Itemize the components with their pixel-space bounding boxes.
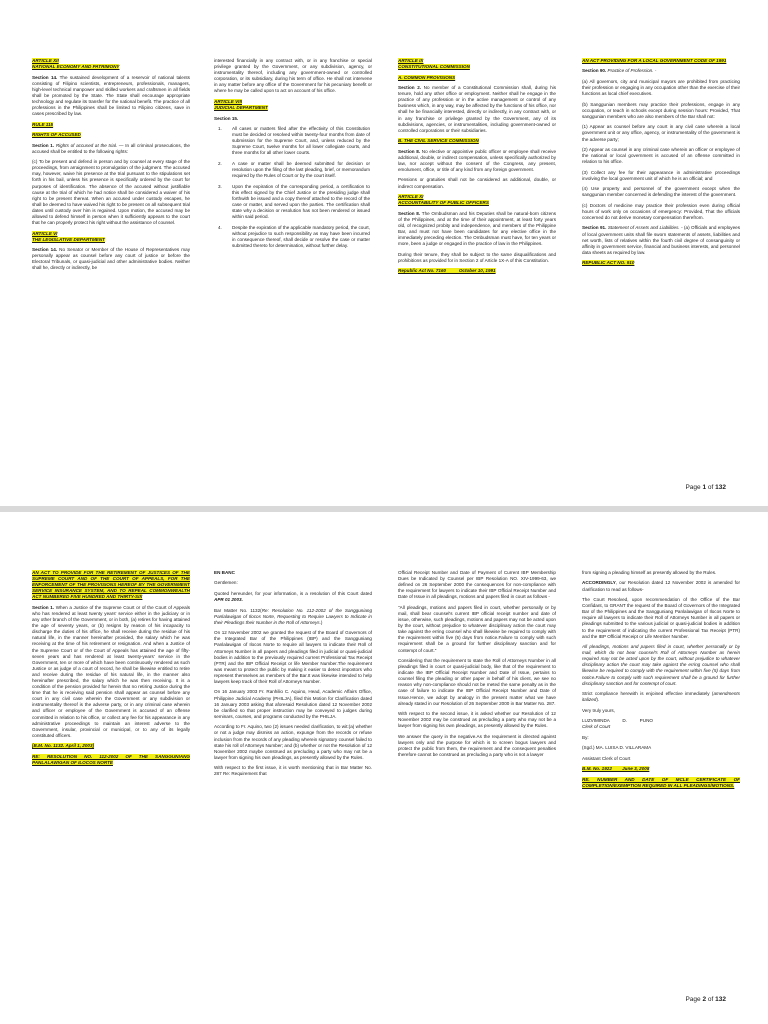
paragraph: (c) To be present and defend in person and by counsel at every stage of the proceedings, from arraignment to promulgation of the judgment. The accused may, however, waive his presence at the trial pursuant to the stipulations set forth in his bail, unless his presence is specifically ordered by the court for purposes of identification. The absence of the accused without justifiable cause at the trial of which he had notice shall be considered a waiver of his right to be present thereat. When an accused under custody escapes, he shall be deemed to have waived his right to be present on all subsequent trial dates until custody over him is regained. Upon motion, the accused may be allowed to defend himself in person when it sufficiently appears to the court that he can properly protect his right without the assistance of counsel. — [32, 159, 190, 226]
paragraph: (3) Collect any fee for their appearance in administrative proceedings involving the local government unit of which he is an official; and — [582, 169, 740, 181]
heading-common-provisions: A. COMMON PROVISIONS — [398, 74, 456, 80]
paragraph — [582, 68, 740, 74]
page-of: of — [706, 996, 716, 1003]
heading-republic-act-910: REPUBLIC ACT NO. 910 — [582, 260, 635, 266]
section-text: The Ombudsman and his Deputies shall be natural-born citizens of the Philippines, and at the time of their appointment, at least forty years old, of recognized probity and independence, and members of the Philippine Bar, and must not have been candidates for any elective office in the immediately preceding election. The Ombudsman must have, for ten years or more, been a judge or engaged in the practice of law in the Philippines. — [398, 210, 556, 247]
paragraph: Official Receipt Number and Date of Payment of Current IBP Membership Dues be Indicated by Counsel per IBP Resolution NO. XIV-1999-63, we defined on 26 September 2000 the consequences for non-compliance with the requirement for lawyers to indicate their IBP Official Receipt Number and Date of Issue in all pleadings, motions and papers filed in court as follows - — [398, 570, 556, 600]
paragraph: With respect to the second issue, it is asked whether our Resolution of 12 November 2002 may be construed as precluding a party who may not be a lawyer from signing his own pleadings, as presently allowed by the Rules. — [398, 711, 556, 729]
paragraph: Pensions or gratuities shall not be considered as additional, double, or indirect compensation. — [398, 177, 556, 189]
page2-column-1 — [32, 570, 190, 990]
paragraph: On 16 January 2003 Fr. Ranhilio C. Aquino, Head, Academic Affairs Office, Philippine Judicial Academy (PHILJA), filed this Motion for Clarification dated 16 January 2003 asking that aforesaid Resolution dated 12 November 2002 be clarified so that proper instruction may be conveyed to judges during seminars, courses, and programs conducted by the PHILJA. — [214, 689, 372, 719]
page-current: 1 — [702, 484, 707, 491]
paragraph: We answer the query in the negative.As the requirement is directed against lawyers only and the purpose for which is to screen bogus lawyers and protect the public from them, the requirement and the consequent penalties therefore cannot be construed as precluding a party who is not a lawyer — [398, 733, 556, 758]
paragraph: With respect to the first issue, it is worth mentioning that in Bar Matter No. 287 Re: Requirement that — [214, 765, 372, 777]
paragraph: During their tenure, they shall be subject to the same disqualifications and prohibitions as provided for in Section 2 of Article 1X-A of this Constitution. — [398, 251, 556, 263]
item-number: 1. — [218, 126, 222, 132]
heading-rights-of-accused: RIGHTS OF ACCUSED — [32, 132, 81, 138]
section-italic: Rights of accused at the trial. — [55, 142, 118, 148]
page1-column-4 — [582, 58, 740, 478]
paragraph: interested financially in any contract with, or in any franchise or special privilege granted by the Government, or any subdivision, agency, or instrumentality thereof, including any government-owned or controlled corporation, or its subsidiary, during his term of office. He shall not intervene in any matter before any office of the Government for his pecuniary benefit or where he may be called upon to act on account of his office. — [214, 58, 372, 94]
section-text: When a Justice of the Supreme Court or of the Court of Appeals who has rendered at least twenty years' service either in the judiciary or in any other branch of the Government, or in both, (a) retires for having attained the age of seventy years, or (b) resigns by reason of his incapacity to discharge the duties of his office, he shall receive during the residue of his natural life, in the manner hereinafter provided, the salary which he was receiving at the time of his retirement or resignation. And when a Justice of the Supreme Court or of the Court of Appeals has attained the age of fifty-seven years and has rendered at least twenty-years' service in the Government, ten or more of which have been continuously rendered as such Justice or as judge of a court of record, he shall be likewise entitled to retire and receive during the residue of his natural life, in the manner also hereinafter prescribed, the salary which he was then receiving. It is a condition of the pension provided for herein that no retiring Justice during the time that he is receiving said pension shall appear as counsel before any court in any civil case wherein the Government or any subdivision or instrumentality thereof is the adverse party, or in any criminal case wherein and officer or employee of the Government is accused of an offense committed in relation to his office, or collect any fee for his appearance in any administrative proceedings to maintain an interest adverse to the Government, insular, provincial or municipal, or to any of its legally constituted officers. — [32, 604, 190, 738]
item-text: Upon the expiration of the corresponding period, a certification to this effect signed by the Chief Justice or the presiding judge shall forthwith be issued and a copy thereof attached to the record of the case or matter, and served upon the parties. The certification shall state why a decision or resolution has not been rendered or issued within said period. — [232, 183, 370, 220]
page-label: Page — [685, 996, 703, 1003]
heading-article-viii: ARTICLE VIII — [214, 98, 242, 104]
section-text: - (a) Officials and employees of local government units shall file sworn statements of assets, liabilities and net worth, lists of relatives within the fourth civil degree of consanguinity or affinity in government service, financial and business interests, and personnel data sheets as required by law. — [582, 225, 740, 255]
heading-legislative-department: THE LEGISLATIVE DEPARTMENT — [32, 236, 105, 242]
text-span: Strict compliance herewith is enjoined effective immediately ( — [582, 691, 714, 697]
section-label: Section 91. — [582, 225, 607, 231]
text-span: Quoted hereunder, for your information, is a resolution of this Court dated — [214, 590, 372, 596]
section-text: No member of a Constitutional Commission shall, during his tenure, hold any other office or employment. Neither shall he engage in the practice of any profession or in the active management or control of any business which, in any way, may be affected by the functions of his office, nor shall he be financially interested, directly or indirectly, in any contract with, or in any franchise or privilege granted by the Government, any of its subdivisions, agencies, or instrumentalities, including government-owned or controlled corporations or their subsidiaries. — [398, 85, 556, 133]
page2-column-3 — [398, 570, 556, 990]
section-text: — In all criminal prosecutions, the accused shall be entitled to the following rights: — [32, 142, 190, 154]
text-span: .) — [319, 619, 323, 625]
page-label: Page — [685, 484, 703, 491]
paragraph — [398, 211, 556, 248]
heading-mcle-certificate: RE. NUMBER AND DATE OF MCLE CERTIFICATE OF COMPLETION/EXEMPTION REQUIRED IN ALL PLEADINGS/MOTIONS. — [582, 776, 740, 788]
paragraph: According to Fr. Aquino, two (2) issues needed clarification, to wit:(a) whether or not a judge may dismiss an action, expunge from the records or refuse inclusion from the records of any pleading wherein signatory counsel failed to state his roll of Attorneys Number; and (b) whether or not the Resolution of 12 November 2002 maybe construed as precluding a party who may not be a lawyer from signing his own pleadings, as presently allowed by the Rules. — [214, 724, 372, 760]
heading-article-xi: ARTICLE XI — [398, 194, 424, 200]
page1-column-3 — [398, 58, 556, 478]
signatory-name: LUZVIMINDA D. PUNO — [582, 718, 653, 724]
paragraph — [32, 605, 190, 739]
signatory-title: Clerk of Court — [582, 724, 611, 730]
paragraph — [398, 149, 556, 173]
document-page-2 — [0, 512, 768, 1024]
item-text: A case or matter shall be deemed submitted for decision or resolution upon the filing of the last pleading, brief, or memorandum required by the Rules of Court or by the court itself. — [232, 160, 370, 179]
paragraph: (2) Appear as counsel in any criminal case wherein an officer or employee of the national or local government is accused of an offense committed in relation to his office. — [582, 146, 740, 165]
heading-rule-115: RULE 115 — [32, 121, 54, 127]
text-span: ). — [596, 697, 600, 703]
page-total: 132 — [715, 484, 726, 491]
paragraph — [582, 580, 740, 592]
paragraph: By: — [582, 734, 589, 740]
section-label: Section 8. — [398, 148, 421, 154]
page-number — [685, 996, 726, 1003]
heading-article-xii: ARTICLE XII — [32, 58, 59, 63]
paragraph: "All pleadings, motions and papers filed in court, whether personally or by mail, shall bear counsel's current IBP official receipt number and date of issue, otherwise, such pleadings, motions and papers may not be acted upon by the court, without prejudice to whatever disciplinary action the court may take against the erring counsel who shall likewise be required to comply with the requirement within five (5) days from notice.Failure to comply with such requirement shall be a ground for further disciplinary sanction and for contempt of court." — [398, 604, 556, 653]
paragraph: from signing a pleading himself as presently allowed by the Rules. — [582, 570, 717, 575]
section-label: Section 2. — [398, 85, 422, 91]
paragraph — [32, 247, 190, 271]
section-text: No Senator or Member of the House of Representatives may personally appear as counsel before any court of justice or before the Electoral Tribunals, or quasi-judicial and other administrative bodies. Neither shall he, directly or indirectly, be — [32, 247, 190, 271]
item-text: Despite the expiration of the applicable mandatory period, the court, without prejudice to such responsibility as may have been incurred in consequence thereof, shall decide or resolve the case or matter submitted thereto for determination, without further delay. — [232, 224, 370, 248]
paragraph — [582, 225, 740, 255]
paragraph: All pleadings, motions and papers filed in court, whether personally or by mail, which do not bear counsel's Roll of Attorneys Number as herein required may not be acted upon by the court, without prejudice to whatever disciplinary action the court may take against the erring counsel who shall likewise be required to comply with the requirement within five (5) days from notice.Failure to comply with such requirement shall be a ground for further disciplinary sanction and for contempt of court. — [582, 644, 740, 686]
section-text: The sustained development of a reservoir of national talents consisting of Filipino scientists, entrepreneurs, professionals, managers, high-level technical manpower and skilled workers and craftsmen in all fields shall be promoted by the State. The State shall encourage appropriate technology and regulate its transfer for the national benefit. The practice of all professions in the Philippines shall be limited to Filipino citizens, save in cases prescribed by law. — [32, 74, 190, 117]
page1-column-2 — [214, 58, 372, 478]
heading-republic-act-7160: Republic Act No. 7160 October 10, 1991 — [398, 268, 496, 274]
heading-constitutional-commission: CONSTITUTIONAL COMMISSION — [398, 64, 470, 70]
page-number — [685, 484, 726, 491]
section-italic: Practice of Profession. - — [607, 68, 657, 74]
page-of: of — [706, 484, 716, 491]
section-label: Section 14. — [32, 247, 58, 253]
section-label: Section 1. — [32, 604, 55, 610]
section-text: No elective or appointive public officer or employee shall receive additional, double, or indirect compensation, unless specifically authorized by law, nor accept without the consent of the Congress, any present, emolument, office, or title of any kind from any foreign government. — [398, 148, 556, 172]
paragraph: Assistant Clerk of Court — [582, 755, 631, 761]
numbered-item — [214, 184, 372, 221]
item-number: 3. — [218, 183, 222, 189]
paragraph — [398, 85, 556, 134]
heading-bm-1132: [B.M. No. 1132. April 1, 2003] — [32, 743, 95, 749]
heading-article-ix: ARTICLE IX — [398, 58, 424, 63]
section-italic: Statement of Assets and Liabilities. — [607, 225, 680, 231]
resolution-date: APR 01 2003. — [214, 597, 243, 603]
paragraph: On 12 November 2002 we granted the request of the Board of Governors of the Integrated Bar of the Philippines (IBP) and the Sangguniang Panlalawigan of Ilocos Norte to require all lawyers to indicate their Roll of Attorneys Number in all papers and pleadings filed in judicial or quasi-judicial bodies in addition to the previously required current Professional Tax Receipt (PTR) and the IBP Official Receipt or life Member Number.The requirement was meant to protect the public by making it easier to detect impostors who represent themselves as members of the Bar.It was likewise intended to help lawyers keep track of their Roll of Attorneys Number. — [214, 630, 372, 684]
paragraph: (1) Appear as counsel before any court in any civil case wherein a local government unit or any office, agency, or instrumentality of the government is the adverse party; — [582, 124, 740, 142]
text-span: Bar Matter No. 1132( — [214, 607, 262, 613]
heading-local-government-code: AN ACT PROVIDING FOR A LOCAL GOVERNMENT CODE OF 1991 — [582, 58, 727, 63]
text-span: , our Resolution dated 12 November 2002 is amended for clarification to read as follows- — [582, 580, 740, 592]
paragraph — [32, 143, 190, 155]
page1-column-1 — [32, 58, 190, 478]
section-label: Section 1. — [32, 142, 55, 148]
heading-national-economy: NATIONAL ECONOMY AND PATRIMONY — [32, 64, 120, 70]
heading-accountability: ACCOUNTABILITY OF PUBLIC OFFICERS — [398, 200, 489, 206]
text-italic: Re: Resolution No. 112-2002 of the Sangguniang Panlalawigan of Ilocos Norte, Requesting to Require Lawyers to Indicate in their Pleadings their Number in the Roll of Attorneys — [214, 607, 372, 625]
paragraph — [32, 75, 190, 118]
paragraph: Gentlemen: — [214, 580, 238, 586]
page-current: 2 — [702, 996, 707, 1003]
paragraph: Considering that the requirement to state the Roll of Attorneys Number in all pleadings filed in court or quasi-judicial body, like that of the requirement to indicate the IBP Official Receipt Number and Date of Issue, pertains to counsel filing the pleading or other paper in behalf of his client, we see no reason why non-compliance should not be meted the same penalty as in the case of failure to indicate the IBP Official Receipt Number and Date of Issue.Hence, we adopt by analogy in the present matter what we have already stated in our Resolution of 26 September 2000 in Bar Matter No. 287. — [398, 658, 556, 706]
numbered-item — [214, 126, 372, 156]
heading-bm-1922: B.M. No. 1922 June 3, 2008 — [582, 766, 650, 772]
paragraph — [582, 691, 740, 703]
item-number: 4. — [218, 224, 222, 230]
section-label: Section 90. — [582, 68, 607, 74]
page2-column-2 — [214, 570, 372, 990]
section-label: Section 14. — [32, 74, 58, 80]
heading-civil-service: B. THE CIVIL SERVICE COMMISSION — [398, 138, 479, 144]
paragraph: (b) Sanggunian members may practice their professions, engage in any occupation, or teach in schools except during session hours: Provided, That sanggunian members who are also members of the Bar shall not: — [582, 101, 740, 119]
heading-block — [32, 58, 190, 70]
page2-column-4 — [582, 570, 740, 990]
item-number: 2. — [218, 160, 222, 166]
heading-retirement-act: AN ACT TO PROVIDE FOR THE RETIREMENT OF JUSTICES OF THE SUPREME COURT AND OF THE COURT OF APPEALS, FOR THE ENFORCEMENT OF THE PROVISIONS HEREOF BY THE GOVERNMENT SERVICE INSURANCE SYSTEM, AND TO REPEAL COMMONWEALTH ACT NUMBERED FIVE HUNDRED AND THIRTY-SIX — [32, 570, 190, 600]
heading-article-vi: ARTICLE VI — [32, 230, 58, 236]
heading-resolution-112-2002: RE: RESOLUTION NO. 112-2002 OF THE SANGGUNIANG PANLALAWIGAN OF ILOCOS NORTE — [32, 753, 190, 765]
numbered-item — [214, 225, 372, 249]
paragraph — [214, 608, 372, 626]
paragraph: (Sgd.) MA. LUISA D. VILLARAMA — [582, 745, 652, 751]
page-total: 132 — [715, 996, 726, 1003]
section-15-label: Section 15. — [214, 115, 239, 121]
paragraph: (a) All governors, city and municipal mayors are prohibited from practicing their profession or engaging in any occupation other than the exercise of their functions as local chief executives. — [582, 78, 740, 97]
heading-judicial-department: JUDICIAL DEPARTMENT — [214, 105, 268, 111]
text-italic: amendments italized — [582, 691, 740, 703]
paragraph: Very truly yours, — [582, 707, 615, 713]
accordingly-label: ACCORDINGLY — [582, 580, 616, 586]
paragraph — [214, 591, 372, 603]
paragraph: (c) Doctors of medicine may practice their profession even during official hours of work only on occasions of emergency: Provided, That the officials concerned do not derive monetary compensation therefrom. — [582, 202, 740, 220]
paragraph: (4) Use property and personnel of the government except when the sanggunian member concerned is defending the interest of the government. — [582, 186, 740, 198]
numbered-item — [214, 161, 372, 179]
item-text: All cases or matters filed after the effectivity of this Constitution must be decided or resolved within twenty-four months from date of submission for the Supreme Court, and, unless reduced by the Supreme Court, twelve months for all lower collegiate courts, and three months for all other lower courts. — [232, 126, 370, 156]
en-banc-heading: EN BANC — [214, 570, 235, 575]
section-label: Section 8. — [398, 210, 421, 216]
paragraph: The Court Resolved, upon recommendation of the Office of the Bar Confidant, to GRANT the request of the Board of Governors of the Integrated Bar of the Philippines and the Sangguniang Panlalawigan of Ilocos Norte to require all lawyers to indicate their Roll of Attorneys Number in all papers or pleadings submitted to the various judicial or quasi-judicial bodies in addition to the requirement of indicating the current Professional Tax Receipt (PTR) and the IBP Official Receipt or Life Member Number. — [582, 597, 740, 639]
